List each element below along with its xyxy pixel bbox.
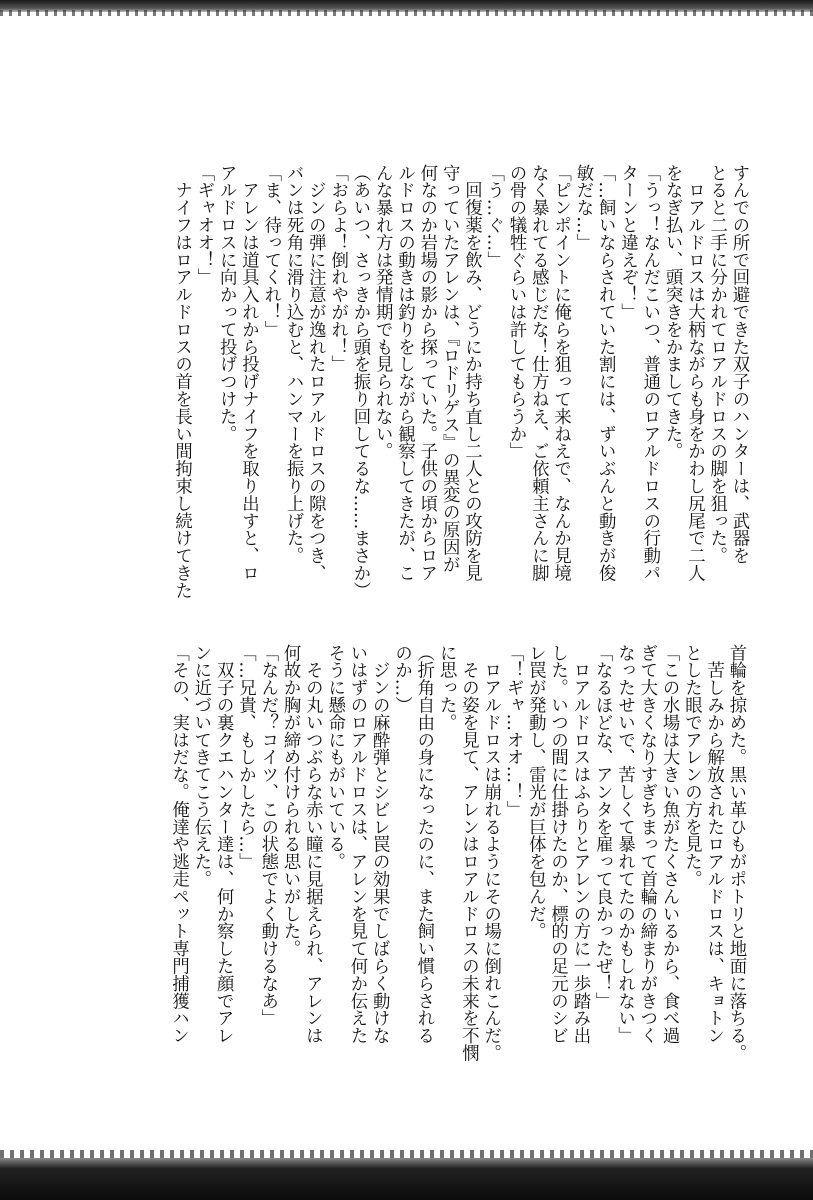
text-column: 苦しみから解放されたロアルドロスは、キョトン (703, 644, 724, 1045)
text-column: ンに近づいてきてこう伝えた。 (190, 644, 211, 888)
text-column: いはずのロアルドロスは、アレンを見て何か伝えた (346, 644, 367, 1045)
lower-text-block (165, 644, 747, 1062)
text-column: 「おらよ！倒れやがれ！」 (327, 164, 348, 373)
text-column: レ罠が発動し、雷光が巨体を包んだ。 (525, 644, 546, 940)
bottom-decorative-border (0, 1158, 813, 1200)
top-border-edge (0, 10, 813, 16)
text-column: ルドロスの動きは釣りをしながら観察してきたが、こ (394, 164, 415, 582)
text-column: アレンは道具入れから投げナイフを取り出すと、ロ (238, 164, 259, 582)
text-column: 「うっ！なんだこいつ、普通のロアルドロスの行動パ (639, 164, 660, 582)
text-column: 「…飼いならされていた割には、ずいぶんと動きが俊 (595, 164, 616, 582)
text-column: 「ま、待ってくれ！」 (260, 164, 281, 338)
text-column: そうに懸命にもがいている。 (324, 644, 345, 871)
text-column: ジンの弾に注意が逸れたロアルドロスの隙をつき、 (305, 164, 326, 582)
text-column: ぎて大きくなりすぎちまって首輪の締まりがきつく (636, 644, 657, 1045)
text-column: 双子の裏クエハンター達は、何か察した顔でアレ (213, 644, 234, 1045)
text-column: （折角自由の身になったのに、また飼い慣らされる (413, 644, 434, 1045)
text-column: 敏だな…」 (572, 164, 593, 251)
text-column: ロアルドロスは大柄ながらも身をかわし尻尾で二人 (684, 164, 705, 582)
text-column: に思った。 (436, 644, 457, 731)
text-column: 「ギャオオ！」 (193, 164, 214, 286)
upper-text-block (168, 164, 750, 599)
text-column: した。いつの間に仕掛けたのか、標的の足元のシビ (547, 644, 568, 1045)
text-column: 「ピンポイントに俺らを狙って来ねえで、なんか見境 (550, 164, 571, 582)
text-column: ターンと違えぞ！」 (617, 164, 638, 321)
text-column: の骨の犠牲ぐらいは許してもらうか」 (506, 164, 527, 460)
text-column: ロアルドロスはふらりとアレンの方に一歩踏み出 (569, 644, 590, 1045)
text-column: なったせいで、苦しくて暴れてたのかもしれない」 (614, 644, 635, 1045)
text-column: 首輪を掠めた。黒い革ひもがポトリと地面に落ちる。 (726, 644, 746, 1062)
text-column: （あいつ、さっきから頭を振り回してるな……まさか） (349, 164, 370, 599)
text-column: バンは死角に滑り込むと、ハンマーを振り上げた。 (283, 164, 304, 565)
text-column: ロアルドロスは崩れるようにその場に倒れこんだ。 (480, 644, 501, 1062)
text-column: んな暴れ方は発情期でも見られない。 (372, 164, 393, 460)
text-column: すんでの所で回避できた双子のハンターは、武器を (729, 164, 749, 565)
text-column: その姿を見て、アレンはロアルドロスの未来を不憫 (458, 644, 479, 1062)
text-column: その丸いつぶらな赤い瞳に見据えられ、アレンは (302, 644, 323, 1045)
text-column: 「なるほどな、アンタを雇って良かったぜ！」 (592, 644, 613, 1010)
text-column: 「！ギャ…オオ…！」 (503, 644, 524, 818)
text-column: アルドロスに向かって投げつけた。 (216, 164, 237, 443)
text-column: をなぎ払い、頭突きをかましてきた。 (662, 164, 683, 460)
text-column: 何故か胸が締め付けられる思いがした。 (280, 644, 301, 958)
text-column: のか…） (391, 644, 412, 714)
text-column: ジンの麻酔弾とシビレ罠の効果でしばらく動けな (369, 644, 390, 1045)
text-column: 何なのか岩場の影から探っていた。子供の頃からロア (416, 164, 437, 582)
text-column: なく暴れてる感じだな！仕方ねえ、ご依頼主さんに脚 (528, 164, 549, 582)
text-column: とると二手に分かれてロアルドロスの脚を狙った。 (706, 164, 727, 565)
text-column: 「う…ぐ…」 (483, 164, 504, 269)
text-column: 回復薬を飲み、どうにか持ち直し二人との攻防を見 (461, 164, 482, 582)
text-column: 「…兄貴、もしかしたら…」 (235, 644, 256, 871)
text-column: ナイフはロアルドロスの首を長い間拘束し続けてきた (171, 164, 192, 599)
text-column: とした眼でアレンの方を見た。 (681, 644, 702, 888)
text-column: 守っていたアレンは、『ロドリゲス』の異変の原因が (439, 164, 460, 573)
text-column: 「その、実はだな。俺達や逃走ペット専門捕獲ハン (168, 644, 189, 1045)
text-column: 「この水場は大きい魚がたくさんいるから、食べ過 (659, 644, 680, 1045)
text-column: 「なんだ？コイツ、この状態でよく動けるなあ」 (257, 644, 278, 1027)
